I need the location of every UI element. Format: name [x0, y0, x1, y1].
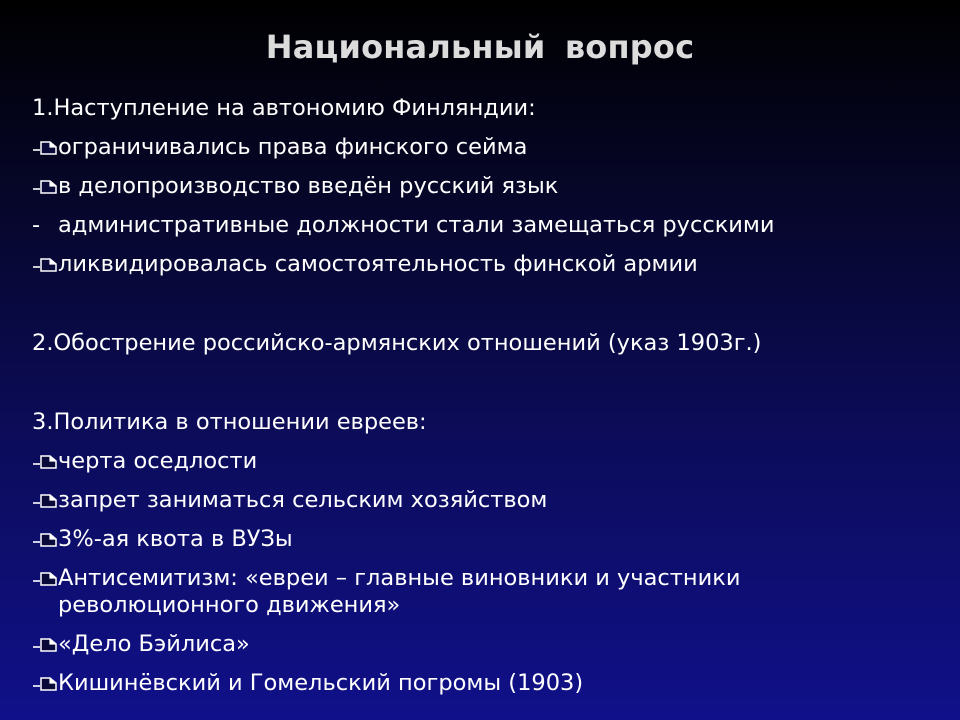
list-item-text: 3%-ая квота в ВУЗы — [58, 526, 293, 552]
page-curl-bullet-icon — [32, 176, 58, 196]
page-curl-bullet-icon — [32, 490, 58, 510]
page-curl-bullet-icon — [32, 529, 58, 549]
section-heading-jews: 3.Политика в отношении евреев: — [32, 409, 427, 435]
list-item-text: Антисемитизм: «евреи – главные виновники и участники революционного движения» — [58, 565, 741, 618]
list-item — [30, 487, 940, 514]
dash-marker: - — [32, 212, 41, 238]
list-item-text: запрет заниматься сельским хозяйством — [58, 487, 548, 513]
list-item-dash — [30, 212, 940, 239]
page-curl-bullet-icon — [32, 451, 58, 471]
list-item — [30, 565, 940, 619]
list-item — [30, 526, 940, 553]
section-heading-finland: 1.Наступление на автономию Финляндии: — [32, 95, 536, 121]
slide-content — [30, 95, 940, 697]
list-item — [30, 251, 940, 278]
list-item-text: в делопроизводство введён русский язык — [58, 173, 559, 199]
list-item — [30, 448, 940, 475]
spacer — [30, 278, 940, 330]
page-curl-bullet-icon — [32, 254, 58, 274]
page-curl-bullet-icon — [32, 634, 58, 654]
list-item — [30, 631, 940, 658]
spacer — [30, 357, 940, 409]
list-item-text: «Дело Бэйлиса» — [58, 631, 250, 657]
list-item — [30, 173, 940, 200]
list-item — [30, 670, 940, 697]
list-item-text: черта оседлости — [58, 448, 258, 474]
list-item-text: ограничивались права финского сейма — [58, 134, 528, 160]
slide-title: Национальный вопрос — [265, 28, 695, 66]
list-item-text: Кишинёвский и Гомельский погромы (1903) — [58, 670, 584, 696]
list-item-text: административные должности стали замещаться русскими — [58, 212, 775, 238]
page-curl-bullet-icon — [32, 673, 58, 693]
page-curl-bullet-icon — [32, 137, 58, 157]
section-heading-armenia: 2.Обострение российско-армянских отношений (указ 1903г.) — [32, 330, 762, 356]
list-item-text: ликвидировалась самостоятельность финской армии — [58, 251, 698, 277]
page-curl-bullet-icon — [32, 568, 58, 588]
list-item — [30, 134, 940, 161]
